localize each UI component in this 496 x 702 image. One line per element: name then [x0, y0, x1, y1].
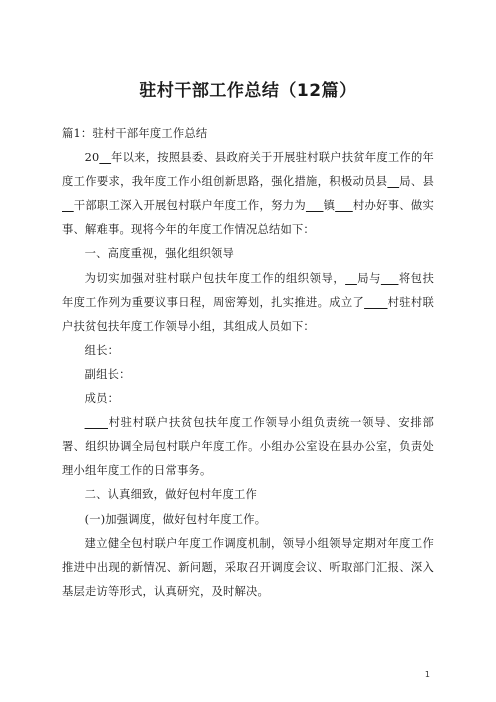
paragraph-4: 建立健全包村联户年度工作调度机制，领导小组领导定期对年度工作推进中出现的新情况、新问题，采取召开调度会议、听取部门汇报、深入基层走访等形式，认真研究，及时解决。 [62, 536, 434, 598]
p1-blank-4: ___ [305, 199, 324, 213]
p3-text-a: 村驻村联户扶贫包扶年度工作领导小组负责统一领导、安排部署、组织协调全局包村联户年度工作。小组办公室设在县办公室，负责处理小组年度工作的日常事务。 [62, 416, 434, 478]
subheading-1: (一)加强调度，做好包村年度工作。 [84, 512, 267, 526]
paragraph-2 [62, 267, 434, 339]
p2-text-c: 将包扶年度工作列为重要议事日程，周密筹划，扎实推进。成立了 [62, 271, 435, 309]
p2-text-b: 局与 [356, 271, 381, 285]
p1-text-b: 年以来，按照县委、县政府关于开展驻村联户扶贫年度工作的年度工作要求，我年度工作小组创新思路，强化措施，积极动员县 [62, 151, 434, 189]
p1-text-a: 20 [84, 151, 100, 165]
paragraph-1 [62, 146, 434, 242]
p2-text-a: 为切实加强对驻村联户包扶年度工作的组织领导， [84, 271, 346, 285]
p1-text-c: 局、县 [399, 175, 434, 189]
p1-blank-5: ___ [335, 199, 353, 213]
document-body [62, 122, 434, 604]
leader-line: 组长： [84, 343, 120, 357]
heading-2: 二、认真细致，做好包村年度工作 [84, 488, 258, 502]
section-heading: 篇1：驻村干部年度工作总结 [62, 127, 208, 140]
document-title: 驻村干部工作总结（12篇） [139, 81, 357, 101]
p2-text-d: 村驻村联户扶贫包扶年度工作领导小组，其组成人员如下： [62, 295, 434, 333]
page-number: 1 [424, 670, 430, 679]
deputy-line: 副组长： [84, 367, 131, 381]
p1-blank-2: __ [387, 175, 400, 189]
p1-blank-3: __ [62, 199, 74, 213]
paragraph-3 [62, 411, 434, 483]
p2-blank-3: ____ [364, 295, 388, 309]
heading-1: 一、高度重视，强化组织领导 [84, 247, 235, 261]
members-line: 成员： [84, 392, 120, 406]
p1-text-d: 干部职工深入开展包村联户年度工作，努力为 [73, 199, 306, 213]
p1-text-e: 镇 [323, 199, 336, 213]
p2-blank-2: ___ [380, 271, 399, 285]
p1-text-f: 村办好事、做实事、解难事。现将今年的年度工作情况总结如下： [62, 199, 434, 237]
p1-blank-1: __ [99, 151, 112, 165]
p3-blank-1: ____ [84, 416, 108, 430]
p2-blank-1: __ [345, 271, 357, 285]
